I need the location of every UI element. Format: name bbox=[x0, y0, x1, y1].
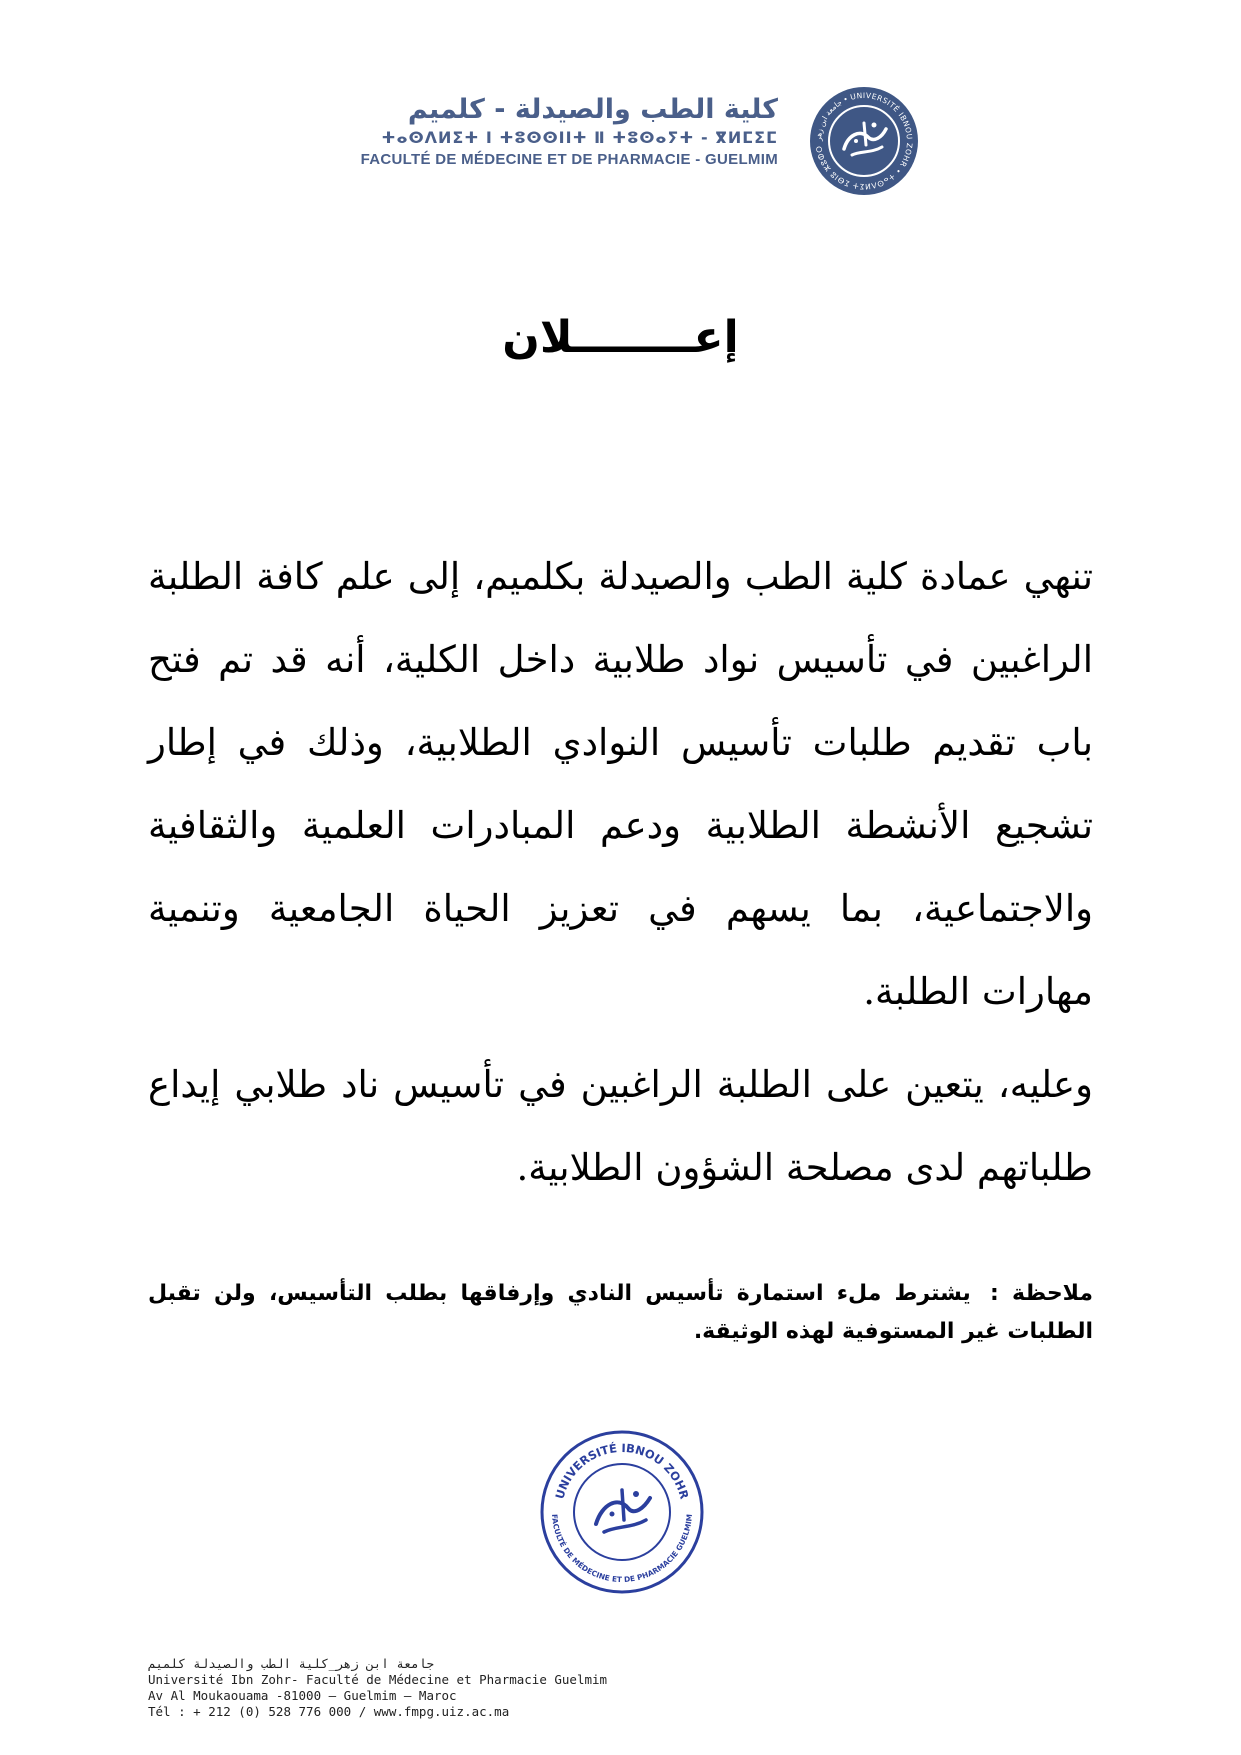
footer-line-contact: Tél : + 212 (0) 528 776 000 / www.fmpg.uiz.ac.ma bbox=[148, 1704, 510, 1719]
footer-line-arabic: جامعة ابن زهر_كلية الطب والصيدلة كلميم bbox=[148, 1656, 434, 1671]
footer-line-address: Av Al Moukaouama -81000 – Guelmim – Maroc bbox=[148, 1688, 457, 1703]
faculty-name-french: FACULTÉ DE MÉDECINE ET DE PHARMACIE - GUELMIM bbox=[360, 151, 778, 168]
letterhead bbox=[360, 85, 930, 195]
note-label: ملاحظة : bbox=[990, 1281, 1094, 1306]
body-paragraph-2: وعليه، يتعين على الطلبة الراغبين في تأسيس ناد طلابي إيداع طلباتهم لدى مصلحة الشؤون الطلابية. bbox=[148, 1063, 1093, 1189]
announcement-body bbox=[148, 535, 1093, 1209]
announcement-title: إعــــــــلان bbox=[502, 312, 739, 363]
university-logo-icon bbox=[808, 85, 920, 197]
letterhead-text bbox=[360, 93, 778, 171]
note-text: يشترط ملء استمارة تأسيس النادي وإرفاقها بطلب التأسيس، ولن تقبل الطلبات غير المستوفية لهذه الوثيقة. bbox=[148, 1281, 1093, 1344]
body-paragraph-1: تنهي عمادة كلية الطب والصيدلة بكلميم، إلى علم كافة الطلبة الراغبين في تأسيس نواد طلابية داخل الكلية، أنه قد تم فتح باب تقديم طلبات تأسيس النوادي الطلابية، وذلك في إطار تشجيع الأنشطة الطلابية ودعم المبادرات العلمية والثقافية والاجتماعية، بما يسهم في تعزيز الحياة الجامعية وتنمية مهارات الطلبة. bbox=[148, 555, 1093, 1013]
footer-address bbox=[148, 1656, 848, 1720]
svg-text:جامعة ابن زهر • UNIVERSITÉ IBN: جامعة ابن زهر • UNIVERSITÉ IBNOU ZOHR • ⵜⴰⵙⴷⵍⵉⵜ ⵉⴱⵏⵓ ⵣⵓⵀⵔ bbox=[813, 90, 915, 192]
university-stamp-icon bbox=[538, 1428, 706, 1596]
note bbox=[148, 1275, 1093, 1351]
svg-text:UNIVERSITÉ IBNOU ZOHR: UNIVERSITÉ IBNOU ZOHR bbox=[552, 1440, 692, 1501]
faculty-name-tifinagh: ⵜⴰⵙⴷⵍⵉⵜ Ⅰ ⵜⵓⵙⵙⵏⵏⵜ Ⅱ ⵜⵓⵙⴰⵢⵜ - ⴳⵍⵎⵉⵎ bbox=[381, 128, 778, 147]
footer-line-institution: Université Ibn Zohr- Faculté de Médecine et Pharmacie Guelmim bbox=[148, 1672, 608, 1687]
faculty-name-arabic: كلية الطب والصيدلة - كلميم bbox=[407, 94, 778, 125]
svg-text:FACULTÉ DE MÉDECINE ET DE PHAR: FACULTÉ DE MÉDECINE ET DE PHARMACIE GUELMIM bbox=[550, 1513, 695, 1585]
